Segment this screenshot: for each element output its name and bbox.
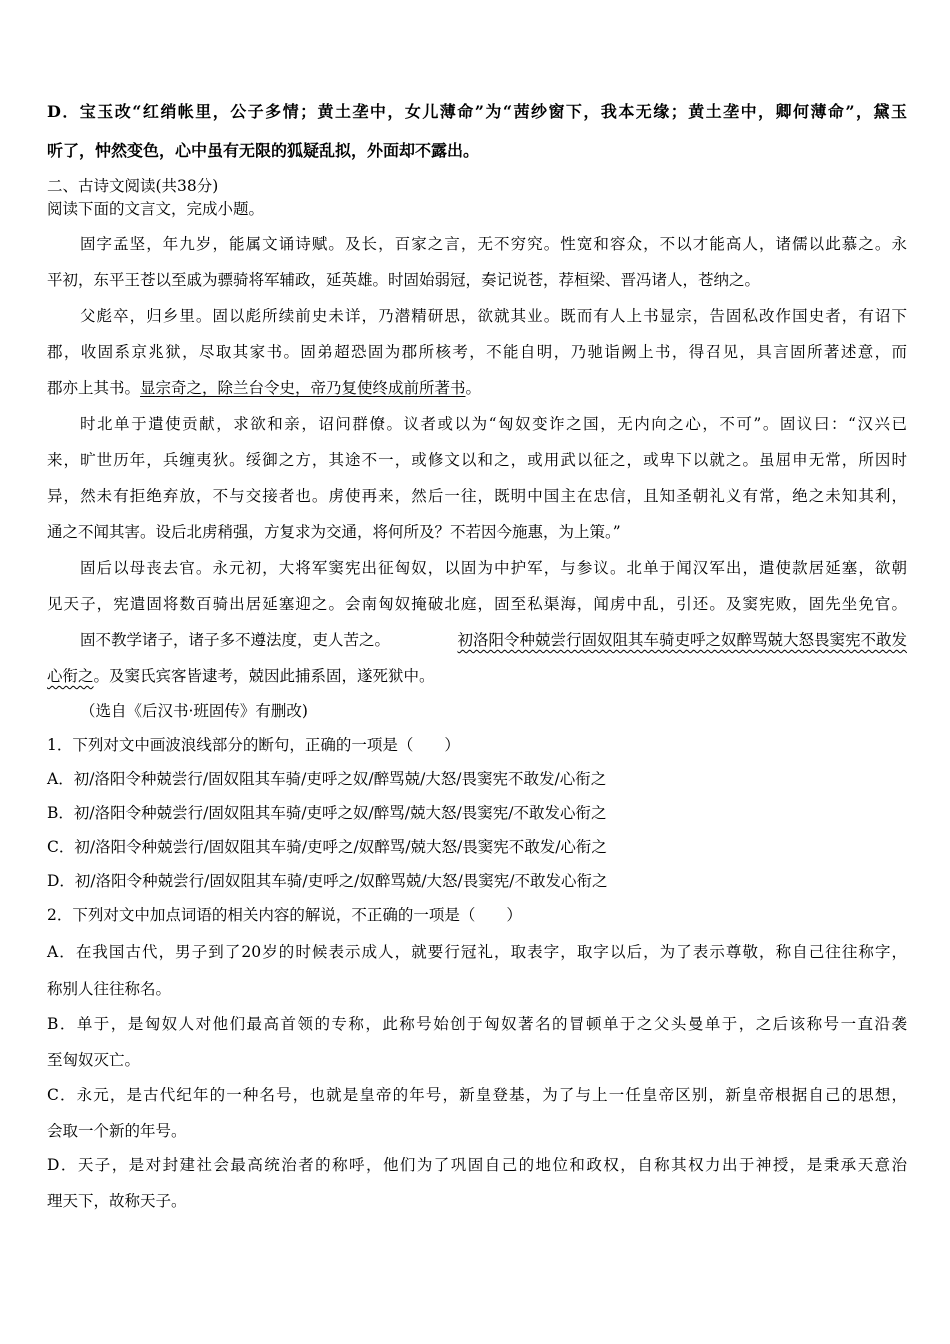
question2-option-c-line2: 会取一个新的年号。 bbox=[47, 1122, 187, 1140]
passage-source: （选自《后汉书·班固传》有删改) bbox=[80, 702, 308, 720]
question2-option-b-line2: 至匈奴灭亡。 bbox=[47, 1051, 141, 1069]
prev-option-d-line1: D．宝玉改“红绡帐里，公子多情；黄土垄中，女儿薄命”为“茜纱窗下，我本无缘；黄土垄中，卿何薄命”，黛玉 bbox=[47, 102, 907, 121]
question1-option-a: A．初/洛阳令种兢尝行/固奴阻其车骑/吏呼之奴/醉骂兢/大怒/畏窦宪不敢发/心衔之 bbox=[47, 770, 607, 788]
question2-option-d-line2: 理天下，故称天子。 bbox=[47, 1192, 187, 1210]
passage-p5-line2-rest: 。及窦氏宾客皆逮考，兢因此捕系固，遂死狱中。 bbox=[93, 667, 435, 685]
passage-p3-line4: 通之不闻其害。设后北虏稍强，方复求为交通，将何所及？不若因今施惠，为上策。” bbox=[47, 523, 621, 541]
passage-p1-line1: 固字孟坚，年九岁，能属文诵诗赋。及长，百家之言，无不穷究。性宽和容众，不以才能高人，诸儒以此慕之。永 bbox=[80, 235, 907, 253]
passage-p1-line2: 平初，东平王苍以至戚为骠骑将军辅政，延英雄。时固始弱冠，奏记说苍，荐桓梁、晋冯诸人，苍纳之。 bbox=[47, 271, 761, 289]
question1-stem: 1．下列对文中画波浪线部分的断句，正确的一项是（ ） bbox=[47, 736, 460, 754]
wavy-underlined-passage-end: 心衔之 bbox=[47, 667, 94, 685]
underlined-sentence: 显宗奇之，除兰台令史，帝乃复使终成前所著书 bbox=[140, 379, 466, 397]
question1-option-b: B．初/洛阳令种兢尝行/固奴阻其车骑/吏呼之奴/醉骂/兢大怒/畏窦宪/不敢发心衔之 bbox=[47, 804, 607, 822]
passage-p3-line1: 时北单于遣使贡献，求欲和亲，诏问群僚。议者或以为“匈奴变诈之国，无内向之心，不可”。固议曰：“汉兴已 bbox=[80, 415, 907, 433]
passage-p2-line3 bbox=[47, 378, 481, 398]
passage-p3-line2: 来，旷世历年，兵缠夷狄。绥御之方，其途不一，或修文以和之，或用武以征之，或卑下以就之。虽屈申无常，所因时 bbox=[47, 451, 907, 469]
passage-p2-line2: 郡，收固系京兆狱，尽取其家书。固弟超恐固为郡所核考，不能自明，乃驰诣阙上书，得召见，具言固所著述意，而 bbox=[47, 343, 907, 361]
question1-option-c: C．初/洛阳令种兢尝行/固奴阻其车骑/吏呼之/奴醉骂/兢大怒/畏窦宪不敢发/心衔之 bbox=[47, 838, 607, 856]
prev-option-d-line2: 听了，忡然变色，心中虽有无限的狐疑乱拟，外面却不露出。 bbox=[47, 141, 480, 160]
passage-p5-line2 bbox=[47, 666, 435, 686]
question1-option-d: D．初/洛阳令种兢尝行/固奴阻其车骑/吏呼之/奴醉骂兢/大怒/畏窦宪/不敢发心衔之 bbox=[47, 872, 608, 890]
question2-option-c-line1: C．永元，是古代纪年的一种名号，也就是皇帝的年号，新皇登基，为了与上一任皇帝区别，新皇帝根据自己的思想， bbox=[47, 1086, 907, 1104]
passage-p2-line1: 父彪卒，归乡里。固以彪所续前史未详，乃潜精研思，欲就其业。既而有人上书显宗，告固私改作国史者，有诏下 bbox=[80, 307, 907, 325]
passage-p4-line2: 见天子，宪遣固将数百骑出居延塞迎之。会南匈奴掩破北庭，固至私渠海，闻虏中乱，引还。及窦宪败，固先坐免官。 bbox=[47, 595, 907, 613]
passage-p4-line1: 固后以母丧去官。永元初，大将军窦宪出征匈奴，以固为中护军，与参议。北单于闻汉军出，遣使款居延塞，欲朝 bbox=[80, 559, 907, 577]
question2-option-a-line1: A．在我国古代，男子到了20岁的时候表示成人，就要行冠礼，取表字，取字以后，为了表示尊敬，称自己往往称字， bbox=[47, 943, 907, 961]
passage-p5-line1-start: 固不教学诸子，诸子多不遵法度，吏人苦之。 bbox=[80, 631, 391, 649]
question2-option-b-line1: B．单于，是匈奴人对他们最高首领的专称，此称号始创于匈奴著名的冒顿单于之父头曼单于，之后该称号一直沿袭 bbox=[47, 1015, 907, 1033]
passage-p5-line1 bbox=[80, 630, 907, 650]
section-heading: 二、古诗文阅读(共38分) bbox=[47, 177, 219, 195]
passage-p2-line3-end: 。 bbox=[465, 379, 482, 397]
passage-p2-line3-start: 郡亦上其书。 bbox=[47, 379, 141, 397]
section-instruction: 阅读下面的文言文，完成小题。 bbox=[47, 200, 265, 218]
question2-option-a-line2: 称别人往往称名。 bbox=[47, 980, 172, 998]
question2-stem: 2．下列对文中加点词语的相关内容的解说，不正确的一项是（ ） bbox=[47, 906, 522, 924]
wavy-underlined-passage: 初洛阳令种兢尝行固奴阻其车骑吏呼之奴醉骂兢大怒畏窦宪不敢发 bbox=[457, 631, 907, 649]
passage-p3-line3: 异，然未有拒绝弃放，不与交接者也。虏使再来，然后一往，既明中国主在忠信，且知圣朝礼义有常，绝之未知其利， bbox=[47, 487, 907, 505]
question2-option-d-line1: D．天子，是对封建社会最高统治者的称呼，他们为了巩固自己的地位和政权，自称其权力出于神授，是秉承天意治 bbox=[47, 1156, 907, 1174]
